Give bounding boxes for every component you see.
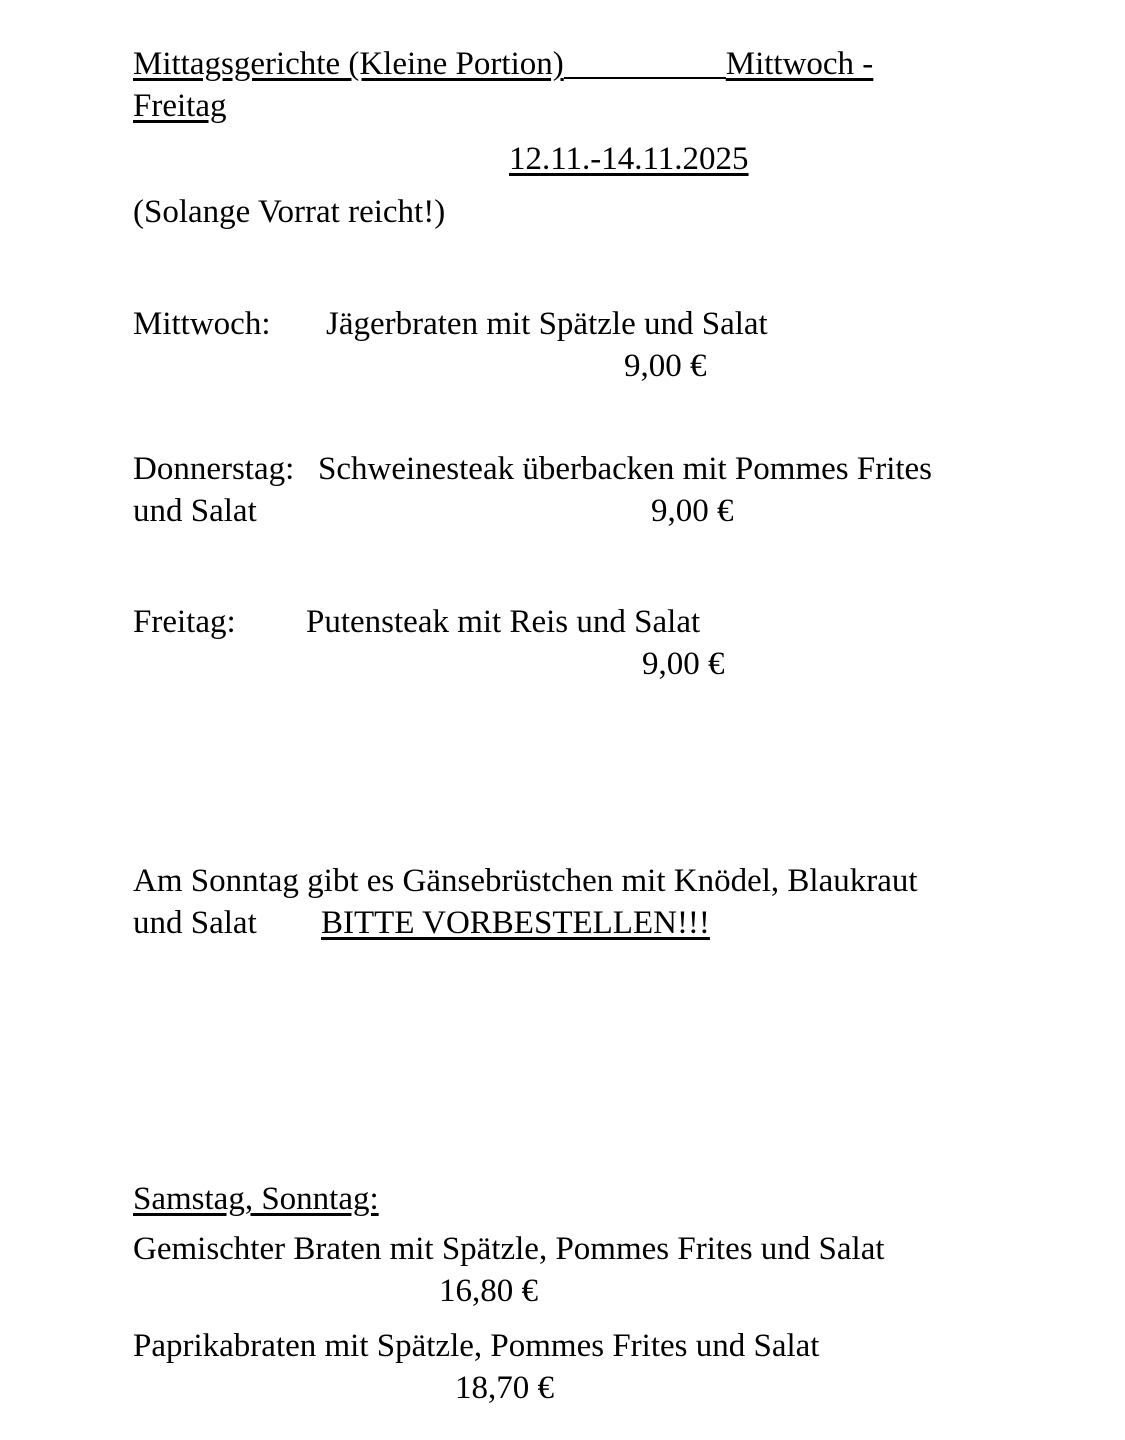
dish-continuation-text: und Salat: [133, 493, 257, 529]
dish-text: Jägerbraten mit Spätzle und Salat: [326, 306, 768, 342]
menu-title: [133, 43, 995, 127]
dish-text: Gemischter Braten mit Spätzle, Pommes Frites und Salat: [133, 1231, 885, 1267]
sunday-note-line2: [133, 902, 995, 944]
special-donnerstag: [133, 448, 995, 532]
availability-note: (Solange Vorrat reicht!): [133, 194, 446, 230]
price-text: 9,00 €: [624, 348, 707, 384]
special-donnerstag-dish-line: [133, 448, 995, 490]
day-label: Freitag:: [133, 604, 236, 640]
special-mittwoch: [133, 303, 995, 387]
menu-title-wrap: Freitag: [133, 88, 227, 124]
weekend-item-2: [133, 1325, 995, 1409]
weekend-heading: Samstag, Sonntag:: [133, 1181, 379, 1217]
day-label: Donnerstag:: [133, 451, 295, 487]
special-freitag-dish-line: [133, 601, 995, 643]
menu-title-right: Mittwoch -: [725, 46, 874, 82]
special-freitag: [133, 601, 995, 685]
menu-title-line1: [133, 43, 995, 85]
price-text: 9,00 €: [651, 493, 734, 529]
weekend-item-1: [133, 1228, 995, 1312]
date-range-line: [133, 138, 995, 180]
menu-title-line2: [133, 85, 995, 127]
underline-tab-spacer: [564, 77, 726, 79]
special-mittwoch-dish-line: [133, 303, 995, 345]
dish-text: Putensteak mit Reis und Salat: [306, 604, 701, 640]
dish-text: Schweinesteak überbacken mit Pommes Frites: [318, 451, 933, 487]
sunday-note: [133, 860, 995, 944]
day-label: Mittwoch:: [133, 306, 271, 342]
menu-title-left: Mittagsgerichte (Kleine Portion): [133, 46, 564, 82]
sunday-note-prefix: und Salat: [133, 905, 257, 941]
sunday-note-line1: Am Sonntag gibt es Gänsebrüstchen mit Knödel, Blaukraut: [133, 863, 918, 899]
price-text: 9,00 €: [642, 646, 725, 682]
weekend-heading-line: [133, 1178, 995, 1220]
special-donnerstag-wrap-line: [133, 490, 995, 532]
price-text: 18,70 €: [455, 1370, 554, 1406]
date-range: 12.11.-14.11.2025: [509, 141, 749, 177]
dish-text: Paprikabraten mit Spätzle, Pommes Frites und Salat: [133, 1328, 820, 1364]
preorder-cta: BITTE VORBESTELLEN!!!: [321, 905, 710, 941]
price-text: 16,80 €: [439, 1273, 538, 1309]
